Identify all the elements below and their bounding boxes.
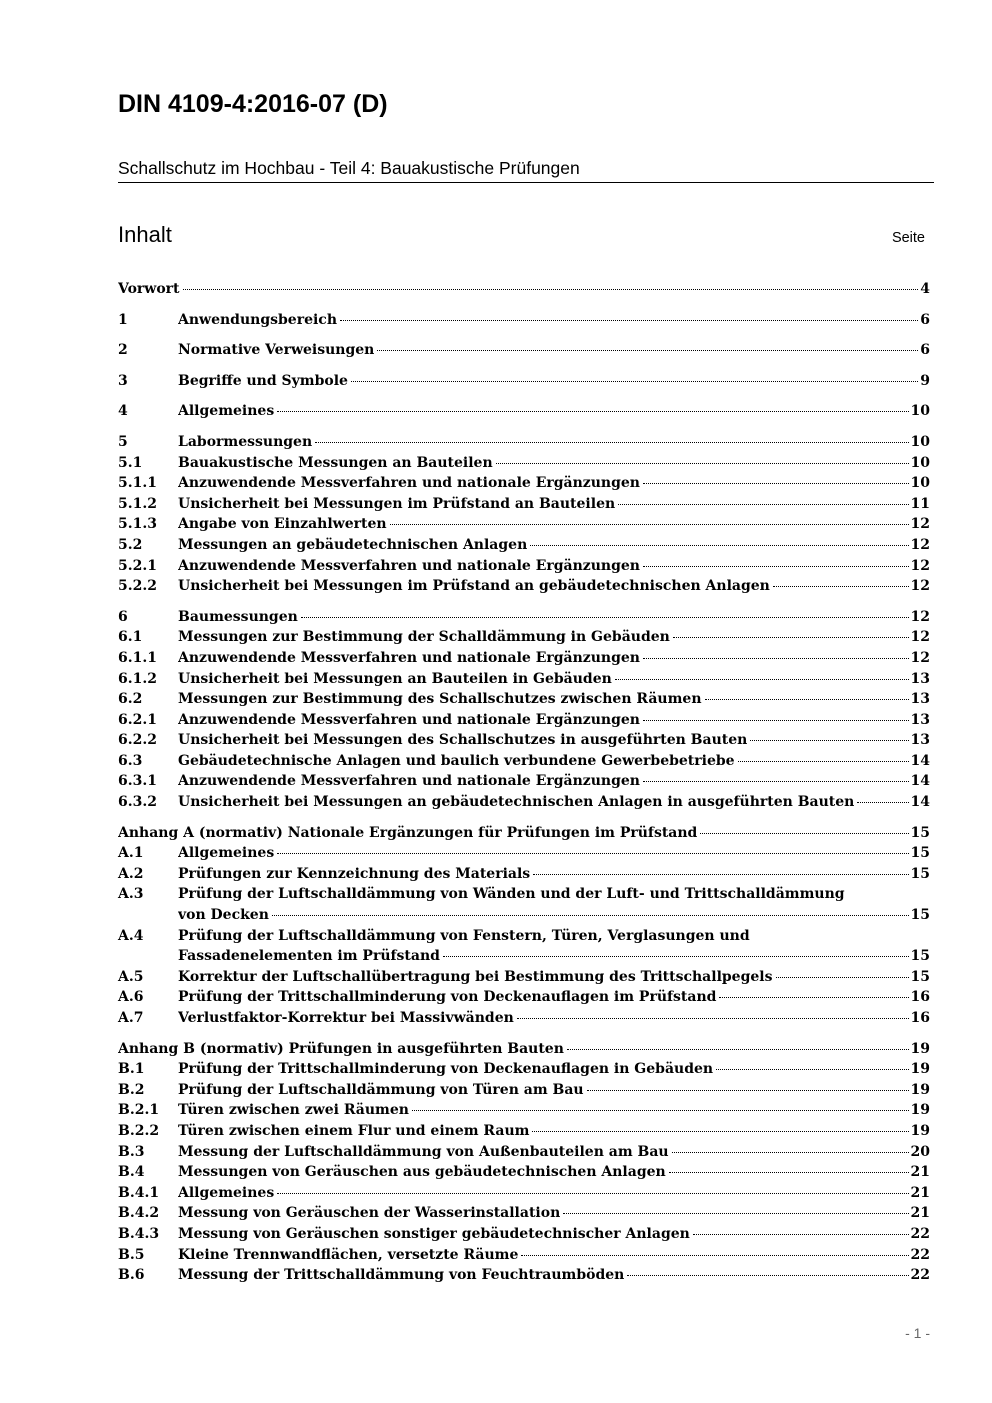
toc-entry-page: 19 bbox=[910, 1122, 930, 1139]
toc-leader-dots bbox=[643, 566, 909, 567]
toc-entry-page: 14 bbox=[910, 773, 930, 790]
toc-leader-dots bbox=[669, 1172, 909, 1173]
toc-entry[interactable] bbox=[118, 535, 930, 556]
toc-entry-page: 20 bbox=[910, 1143, 930, 1160]
toc-entry-title: Allgemeines bbox=[178, 403, 275, 420]
toc-leader-dots bbox=[643, 720, 909, 721]
toc-entry-title: Vorwort bbox=[118, 281, 180, 297]
toc-entry-title: Unsicherheit bei Messungen im Prüfstand an Bauteilen bbox=[178, 495, 616, 512]
toc-entry-line bbox=[178, 946, 930, 967]
toc-leader-dots bbox=[773, 586, 909, 587]
toc-leader-dots bbox=[390, 524, 909, 525]
toc-entry-title: Prüfung der Luftschalldämmung von Türen am Bau bbox=[178, 1081, 584, 1098]
toc-entry-title: Anzuwendende Messverfahren und nationale Ergänzungen bbox=[178, 557, 640, 574]
toc-entry-line bbox=[178, 905, 930, 926]
toc-entry-title: Anhang B (normativ) Prüfungen in ausgeführten Bauten bbox=[118, 1040, 564, 1057]
toc-entry-number: B.4.3 bbox=[118, 1225, 160, 1242]
toc-leader-dots bbox=[496, 463, 909, 464]
toc-entry-title: Verlustfaktor-Korrektur bei Massivwänden bbox=[178, 1010, 514, 1026]
toc-entry-page: 15 bbox=[910, 907, 930, 924]
toc-entry[interactable] bbox=[118, 1039, 930, 1060]
toc-entry-number: 5.1.2 bbox=[118, 495, 157, 512]
toc-entry[interactable] bbox=[118, 864, 930, 885]
toc-entry-page: 15 bbox=[910, 968, 930, 985]
toc-entry-title: Prüfung der Trittschallminderung von Deckenauflagen im Prüfstand bbox=[178, 989, 717, 1006]
toc-entry-page: 12 bbox=[910, 608, 930, 625]
toc-entry[interactable] bbox=[118, 310, 930, 331]
toc-leader-dots bbox=[340, 320, 918, 321]
toc-entry[interactable] bbox=[118, 710, 930, 731]
toc-entry-page: 12 bbox=[910, 516, 930, 533]
toc-entry-line bbox=[178, 792, 930, 813]
toc-entry-line bbox=[178, 1142, 930, 1163]
toc-leader-dots bbox=[315, 442, 908, 443]
toc-leader-dots bbox=[643, 658, 909, 659]
toc-leader-dots bbox=[183, 289, 919, 290]
toc-entry-line bbox=[178, 1059, 930, 1080]
toc-entry-number: 6.1 bbox=[118, 629, 143, 646]
toc-entry-number: 5.1.3 bbox=[118, 516, 157, 533]
toc-entry[interactable] bbox=[118, 556, 930, 577]
toc-entry-number: 5.2.2 bbox=[118, 578, 157, 595]
toc-entry-page: 10 bbox=[910, 403, 930, 420]
toc-entry-number: A.5 bbox=[118, 968, 144, 985]
toc-entry[interactable] bbox=[118, 279, 930, 300]
toc-entry-title: Türen zwischen zwei Räumen bbox=[178, 1102, 409, 1119]
toc-entry-line bbox=[178, 627, 930, 648]
toc-entry[interactable] bbox=[118, 987, 930, 1008]
toc-entry-page: 12 bbox=[910, 649, 930, 666]
toc-entry[interactable] bbox=[118, 627, 930, 648]
toc-entry-page: 10 bbox=[910, 475, 930, 492]
toc-leader-dots bbox=[776, 977, 909, 978]
toc-entry-title: Baumessungen bbox=[178, 608, 298, 625]
toc-entry-number: 6.2.2 bbox=[118, 732, 157, 749]
toc-entry[interactable] bbox=[118, 669, 930, 690]
toc-leader-dots bbox=[673, 637, 909, 638]
document-subtitle: Schallschutz im Hochbau - Teil 4: Bauakustische Prüfungen bbox=[118, 158, 934, 183]
toc-leader-dots bbox=[643, 483, 909, 484]
toc-entry-title: Messung der Luftschalldämmung von Außenbauteilen am Bau bbox=[178, 1143, 669, 1160]
toc-entry[interactable] bbox=[118, 771, 930, 792]
toc-entry[interactable] bbox=[118, 1265, 930, 1286]
toc-entry-line bbox=[178, 648, 930, 669]
toc-entry-line bbox=[178, 987, 930, 1008]
toc-entry-number: 5.2.1 bbox=[118, 557, 157, 574]
toc-entry[interactable] bbox=[118, 401, 930, 422]
toc-heading: Inhalt bbox=[118, 222, 172, 247]
toc-entry-title: Unsicherheit bei Messungen im Prüfstand an gebäudetechnischen Anlagen bbox=[178, 578, 770, 595]
toc-entry-line bbox=[178, 669, 930, 690]
toc-entry-page: 19 bbox=[910, 1102, 930, 1119]
toc-entry[interactable] bbox=[118, 823, 930, 844]
toc-entry-page: 16 bbox=[910, 989, 930, 1006]
toc-entry-line bbox=[178, 556, 930, 577]
toc-entry-title: Anzuwendende Messverfahren und nationale Ergänzungen bbox=[178, 773, 640, 790]
toc-leader-dots bbox=[567, 1049, 909, 1050]
toc-entry-number: B.6 bbox=[118, 1267, 145, 1284]
toc-entry-line bbox=[178, 340, 930, 361]
toc-entry-page: 9 bbox=[920, 372, 930, 389]
page-column-label: Seite bbox=[891, 230, 925, 246]
toc-entry-page: 16 bbox=[910, 1010, 930, 1026]
toc-entry-line bbox=[178, 607, 930, 628]
toc-entry-number: A.3 bbox=[118, 886, 144, 903]
toc-leader-dots bbox=[521, 1255, 908, 1256]
toc-entry[interactable] bbox=[118, 1008, 930, 1029]
toc-entry-title: Angabe von Einzahlwerten bbox=[178, 516, 387, 533]
toc-entry-number: 6 bbox=[118, 608, 128, 625]
toc-entry-line bbox=[178, 473, 930, 494]
toc-leader-dots bbox=[857, 802, 908, 803]
toc-entry-title: Bauakustische Messungen an Bauteilen bbox=[178, 454, 493, 471]
toc-entry[interactable] bbox=[118, 1203, 930, 1224]
toc-entry-line bbox=[178, 751, 930, 772]
toc-leader-dots bbox=[672, 1152, 909, 1153]
toc-leader-dots bbox=[719, 997, 908, 998]
toc-entry-page: 19 bbox=[910, 1040, 930, 1057]
toc-entry[interactable] bbox=[118, 926, 930, 967]
toc-entry-page: 22 bbox=[910, 1246, 930, 1263]
toc-entry-page: 4 bbox=[920, 281, 930, 297]
toc-entry-number: 1 bbox=[118, 311, 128, 328]
toc-entry-title: Messungen an gebäudetechnischen Anlagen bbox=[178, 536, 528, 553]
toc-leader-dots bbox=[277, 1193, 908, 1194]
toc-entry-number: 3 bbox=[118, 372, 128, 389]
toc-entry-page: 10 bbox=[910, 433, 930, 450]
toc-leader-dots bbox=[618, 504, 908, 505]
toc-entry-title: Messungen zur Bestimmung der Schalldämmung in Gebäuden bbox=[178, 629, 670, 646]
toc-entry-page: 13 bbox=[910, 732, 930, 749]
toc-entry-line bbox=[178, 310, 930, 331]
toc-entry-title: Prüfungen zur Kennzeichnung des Materials bbox=[178, 865, 531, 882]
toc-entry-number: 6.3.2 bbox=[118, 794, 157, 811]
toc-entry-number: B.4.1 bbox=[118, 1184, 160, 1201]
toc-entry[interactable] bbox=[118, 884, 930, 925]
toc-leader-dots bbox=[587, 1090, 909, 1091]
toc-entry-number: 6.3 bbox=[118, 752, 143, 769]
toc-entry-number: 5.1.1 bbox=[118, 475, 157, 492]
toc-entry-page: 12 bbox=[910, 629, 930, 646]
toc-leader-dots bbox=[693, 1234, 909, 1235]
toc-entry-title: Allgemeines bbox=[178, 845, 275, 862]
toc-entry-line bbox=[178, 1080, 930, 1101]
toc-leader-dots bbox=[705, 699, 909, 700]
page-number: - 1 - bbox=[905, 1325, 930, 1341]
toc-entry-title: Labormessungen bbox=[178, 433, 313, 450]
toc-entry-page: 15 bbox=[910, 865, 930, 882]
toc-entry[interactable] bbox=[118, 648, 930, 669]
toc-entry-line bbox=[178, 401, 930, 422]
toc-entry-title: Prüfung der Luftschalldämmung von Wänden und der Luft- und Trittschalldämmung bbox=[178, 886, 845, 903]
toc-leader-dots bbox=[443, 956, 909, 957]
toc-entry-page: 21 bbox=[910, 1164, 930, 1181]
toc-entry-line bbox=[178, 1224, 930, 1245]
toc-entry-line bbox=[178, 576, 930, 597]
toc-entry-number: B.4 bbox=[118, 1164, 145, 1181]
toc-entry-page: 15 bbox=[910, 845, 930, 862]
toc-entry-title: Messungen zur Bestimmung des Schallschutzes zwischen Räumen bbox=[178, 691, 702, 708]
toc-entry[interactable] bbox=[118, 340, 930, 361]
toc-leader-dots bbox=[700, 833, 908, 834]
toc-entry-page: 11 bbox=[910, 495, 930, 512]
toc-leader-dots bbox=[412, 1110, 909, 1111]
toc-entry-line bbox=[178, 864, 930, 885]
toc-entry-page: 21 bbox=[910, 1184, 930, 1201]
toc-entry-page: 15 bbox=[910, 824, 930, 841]
toc-entry-page: 13 bbox=[910, 711, 930, 728]
toc-entry-number: A.1 bbox=[118, 845, 144, 862]
toc-entry-number: 6.3.1 bbox=[118, 773, 157, 790]
toc-entry-line bbox=[178, 494, 930, 515]
toc-entry-number: 2 bbox=[118, 342, 128, 359]
toc-entry-line bbox=[118, 823, 930, 844]
toc-leader-dots bbox=[716, 1069, 908, 1070]
toc-leader-dots bbox=[351, 381, 918, 382]
toc-entry-number: 5 bbox=[118, 433, 128, 450]
toc-entry-number: 6.1.1 bbox=[118, 649, 157, 666]
toc-entry-title: Anzuwendende Messverfahren und nationale Ergänzungen bbox=[178, 649, 640, 666]
toc-entry-title: Anhang A (normativ) Nationale Ergänzungen für Prüfungen im Prüfstand bbox=[118, 824, 698, 841]
toc-entry[interactable] bbox=[118, 607, 930, 628]
toc-entry[interactable] bbox=[118, 1121, 930, 1142]
toc-entry-line bbox=[178, 432, 930, 453]
toc-entry-number: 5.1 bbox=[118, 454, 143, 471]
toc-entry-title: Anzuwendende Messverfahren und nationale Ergänzungen bbox=[178, 711, 640, 728]
toc-entry-number: A.6 bbox=[118, 989, 144, 1006]
toc-entry-title: Korrektur der Luftschallübertragung bei Bestimmung des Trittschallpegels bbox=[178, 968, 773, 985]
toc-entry-title: Messungen von Geräuschen aus gebäudetechnischen Anlagen bbox=[178, 1164, 666, 1181]
toc-entry-page: 21 bbox=[910, 1205, 930, 1222]
toc-entry[interactable] bbox=[118, 432, 930, 453]
toc-entry-line bbox=[178, 1008, 930, 1029]
toc-leader-dots bbox=[533, 874, 908, 875]
toc-entry-page: 12 bbox=[910, 557, 930, 574]
document-title: DIN 4109-4:2016-07 (D) bbox=[118, 90, 388, 118]
toc-entry-title: Allgemeines bbox=[178, 1184, 275, 1201]
toc-leader-dots bbox=[301, 617, 909, 618]
toc-entry-title: Kleine Trennwandflächen, versetzte Räume bbox=[178, 1246, 519, 1263]
toc-entry-line bbox=[178, 689, 930, 710]
toc-leader-dots bbox=[272, 915, 909, 916]
toc-leader-dots bbox=[532, 1131, 908, 1132]
toc-entry-line bbox=[178, 730, 930, 751]
toc-entry-page: 10 bbox=[910, 454, 930, 471]
toc-entry[interactable] bbox=[118, 1183, 930, 1204]
toc-entry[interactable] bbox=[118, 1245, 930, 1266]
toc-entry-line bbox=[178, 453, 930, 474]
toc-entry-number: 5.2 bbox=[118, 536, 143, 553]
toc-entry-title: Anzuwendende Messverfahren und nationale Ergänzungen bbox=[178, 475, 640, 492]
toc-entry-line bbox=[178, 843, 930, 864]
toc-entry-line bbox=[178, 1121, 930, 1142]
toc-entry-title: Gebäudetechnische Anlagen und baulich verbundene Gewerbebetriebe bbox=[178, 752, 735, 769]
toc-entry-number: 6.2.1 bbox=[118, 711, 157, 728]
toc-entry[interactable] bbox=[118, 473, 930, 494]
toc-entry[interactable] bbox=[118, 792, 930, 813]
toc-leader-dots bbox=[517, 1018, 909, 1019]
toc-entry-line bbox=[178, 710, 930, 731]
toc-leader-dots bbox=[627, 1275, 908, 1276]
toc-entry-page: 12 bbox=[910, 536, 930, 553]
table-of-contents bbox=[118, 279, 930, 1286]
toc-entry-number: 4 bbox=[118, 403, 128, 420]
toc-entry-number: A.4 bbox=[118, 927, 144, 944]
toc-entry-line bbox=[178, 535, 930, 556]
toc-entry-page: 22 bbox=[910, 1225, 930, 1242]
toc-leader-dots bbox=[277, 853, 908, 854]
toc-entry-title: Messung von Geräuschen sonstiger gebäudetechnischer Anlagen bbox=[178, 1225, 690, 1242]
toc-entry[interactable] bbox=[118, 1100, 930, 1121]
toc-entry-line bbox=[118, 1039, 930, 1060]
toc-entry-page: 12 bbox=[910, 578, 930, 595]
toc-entry-number: B.1 bbox=[118, 1061, 145, 1078]
toc-entry-line bbox=[178, 1162, 930, 1183]
toc-entry-number: B.4.2 bbox=[118, 1205, 160, 1222]
toc-entry-title: Messung von Geräuschen der Wasserinstallation bbox=[178, 1205, 561, 1222]
toc-entry[interactable] bbox=[118, 371, 930, 392]
toc-entry-line bbox=[178, 1265, 930, 1286]
toc-entry-number: B.2.2 bbox=[118, 1122, 160, 1139]
toc-entry-line bbox=[178, 967, 930, 988]
toc-entry-number: B.2 bbox=[118, 1081, 145, 1098]
toc-entry[interactable] bbox=[118, 689, 930, 710]
toc-leader-dots bbox=[563, 1213, 908, 1214]
toc-entry-number: A.2 bbox=[118, 865, 144, 882]
toc-leader-dots bbox=[615, 679, 909, 680]
toc-entry[interactable] bbox=[118, 967, 930, 988]
toc-entry[interactable] bbox=[118, 1080, 930, 1101]
toc-entry-title: Prüfung der Luftschalldämmung von Fenstern, Türen, Verglasungen und bbox=[178, 927, 750, 944]
toc-entry-line bbox=[178, 1100, 930, 1121]
toc-entry-line bbox=[178, 1183, 930, 1204]
toc-leader-dots bbox=[738, 761, 909, 762]
toc-entry[interactable] bbox=[118, 453, 930, 474]
toc-entry-title: Anwendungsbereich bbox=[178, 311, 337, 328]
toc-entry-line bbox=[178, 1203, 930, 1224]
toc-leader-dots bbox=[530, 545, 908, 546]
toc-entry-page: 13 bbox=[910, 670, 930, 687]
toc-entry-number: 6.2 bbox=[118, 691, 143, 708]
toc-entry-line bbox=[178, 371, 930, 392]
toc-entry[interactable] bbox=[118, 494, 930, 515]
toc-entry-page: 14 bbox=[910, 794, 930, 811]
toc-entry-title: Prüfung der Trittschallminderung von Deckenauflagen in Gebäuden bbox=[178, 1061, 714, 1078]
toc-entry[interactable] bbox=[118, 843, 930, 864]
toc-entry-number: B.2.1 bbox=[118, 1102, 160, 1119]
toc-entry[interactable] bbox=[118, 751, 930, 772]
toc-entry-page: 6 bbox=[920, 342, 930, 359]
toc-entry-page: 14 bbox=[910, 752, 930, 769]
toc-entry[interactable] bbox=[118, 1162, 930, 1183]
toc-entry[interactable] bbox=[118, 576, 930, 597]
toc-entry-page: 22 bbox=[910, 1267, 930, 1284]
toc-entry-line bbox=[178, 514, 930, 535]
toc-leader-dots bbox=[277, 411, 908, 412]
toc-entry-title: Normative Verweisungen bbox=[178, 342, 375, 359]
toc-entry-title: Türen zwischen einem Flur und einem Raum bbox=[178, 1122, 530, 1139]
toc-entry[interactable] bbox=[118, 1142, 930, 1163]
toc-entry-line bbox=[118, 279, 930, 300]
toc-entry-title-continued: von Decken bbox=[178, 907, 269, 924]
toc-entry-title: Unsicherheit bei Messungen an Bauteilen in Gebäuden bbox=[178, 670, 612, 687]
toc-entry-page: 19 bbox=[910, 1061, 930, 1078]
toc-entry-title: Unsicherheit bei Messungen an gebäudetechnischen Anlagen in ausgeführten Bauten bbox=[178, 794, 855, 811]
toc-entry-number: A.7 bbox=[118, 1010, 144, 1026]
toc-entry-number: B.5 bbox=[118, 1246, 145, 1263]
toc-entry-title: Unsicherheit bei Messungen des Schallschutzes in ausgeführten Bauten bbox=[178, 732, 748, 749]
toc-entry[interactable] bbox=[118, 1059, 930, 1080]
toc-entry-title-continued: Fassadenelementen im Prüfstand bbox=[178, 948, 440, 965]
toc-entry-number: 6.1.2 bbox=[118, 670, 157, 687]
toc-entry-page: 6 bbox=[920, 311, 930, 328]
toc-entry-line bbox=[178, 771, 930, 792]
toc-entry-page: 13 bbox=[910, 691, 930, 708]
toc-leader-dots bbox=[377, 350, 918, 351]
toc-leader-dots bbox=[643, 781, 909, 782]
toc-entry-line bbox=[178, 1245, 930, 1266]
toc-entry[interactable] bbox=[118, 1224, 930, 1245]
toc-entry-page: 15 bbox=[910, 948, 930, 965]
toc-entry-title: Messung der Trittschalldämmung von Feuchtraumböden bbox=[178, 1267, 625, 1284]
toc-entry-number: B.3 bbox=[118, 1143, 145, 1160]
toc-entry-page: 19 bbox=[910, 1081, 930, 1098]
toc-entry[interactable] bbox=[118, 730, 930, 751]
toc-entry-title: Begriffe und Symbole bbox=[178, 372, 348, 389]
toc-leader-dots bbox=[750, 740, 908, 741]
toc-entry[interactable] bbox=[118, 514, 930, 535]
